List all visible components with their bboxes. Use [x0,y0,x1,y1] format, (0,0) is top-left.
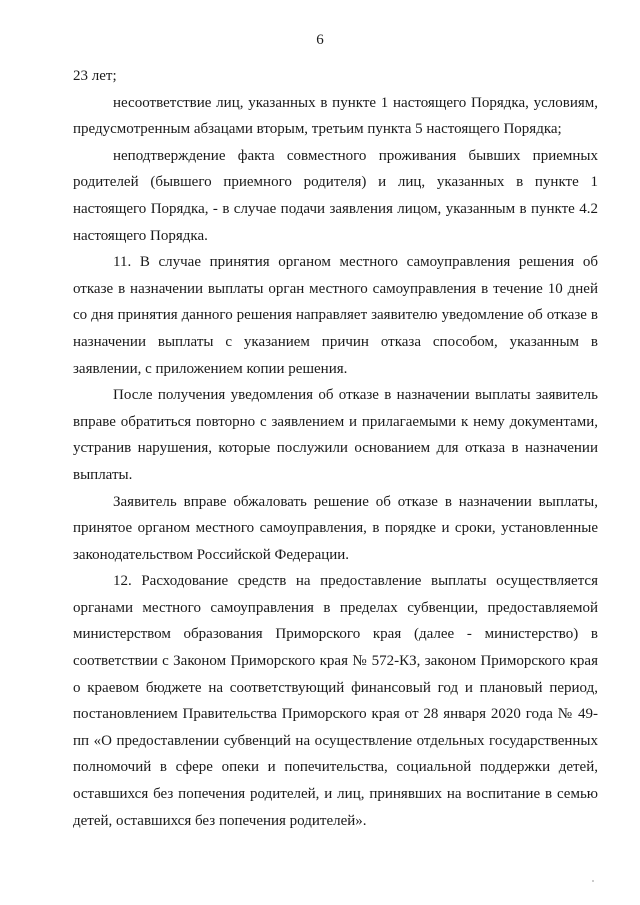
paragraph-continuation: 23 лет; [73,68,117,84]
paragraph-nonconfirmation: неподтверждение факта совместного проживания бывших приемных родителей (бывшего приемного родителя) и лиц, указанных в пункте 1 настоящего Порядка, - в случае подачи заявления лицом, указанным в пункте 4.2 настоящего Порядка. [73,147,598,244]
page-number: 6 [316,32,324,48]
paragraph-appeal: Заявитель вправе обжаловать решение об отказе в назначении выплаты, принятое органом местного самоуправления, в порядке и сроки, установленные законодательством Российской Федерации. [73,493,598,563]
paragraph-reapply: После получения уведомления об отказе в назначении выплаты заявитель вправе обратиться повторно с заявлением и прилагаемыми к нему документами, устранив нарушения, которые послужили основанием для отказа в назначении выплаты. [73,387,598,483]
paragraph-item-12: 12. Расходование средств на предоставление выплаты осуществляется органами местного самоуправления в пределах субвенции, предоставляемой министерством образования Приморского края (далее - министерство) в соответствии с Законом Приморского края № 572-КЗ, законом Приморского края о краевом бюджете на соответствующий финансовый год и плановый период, постановлением Правительства Приморского края от 28 января 2020 года № 49-пп «О предоставлении субвенций на осуществление отдельных государственных полномочий в сфере опеки и попечительства, социальной поддержки детей, оставшихся без попечения родителей, и лиц, принявших на воспитание в семью детей, оставшихся без попечения родителей». [73,573,598,829]
document-body [73,63,598,834]
paragraph-item-11: 11. В случае принятия органом местного самоуправления решения об отказе в назначении выплаты орган местного самоуправления в течение 10 дней со дня принятия данного решения направляет заявителю уведомление об отказе в назначении выплаты с указанием причин отказа способом, указанным в заявлении, с приложением копии решения. [73,254,598,377]
scan-speck [592,880,594,882]
paragraph-nonconformity: несоответствие лиц, указанных в пункте 1 настоящего Порядка, условиям, предусмотренным абзацами вторым, третьим пункта 5 настоящего Порядка; [73,94,598,138]
